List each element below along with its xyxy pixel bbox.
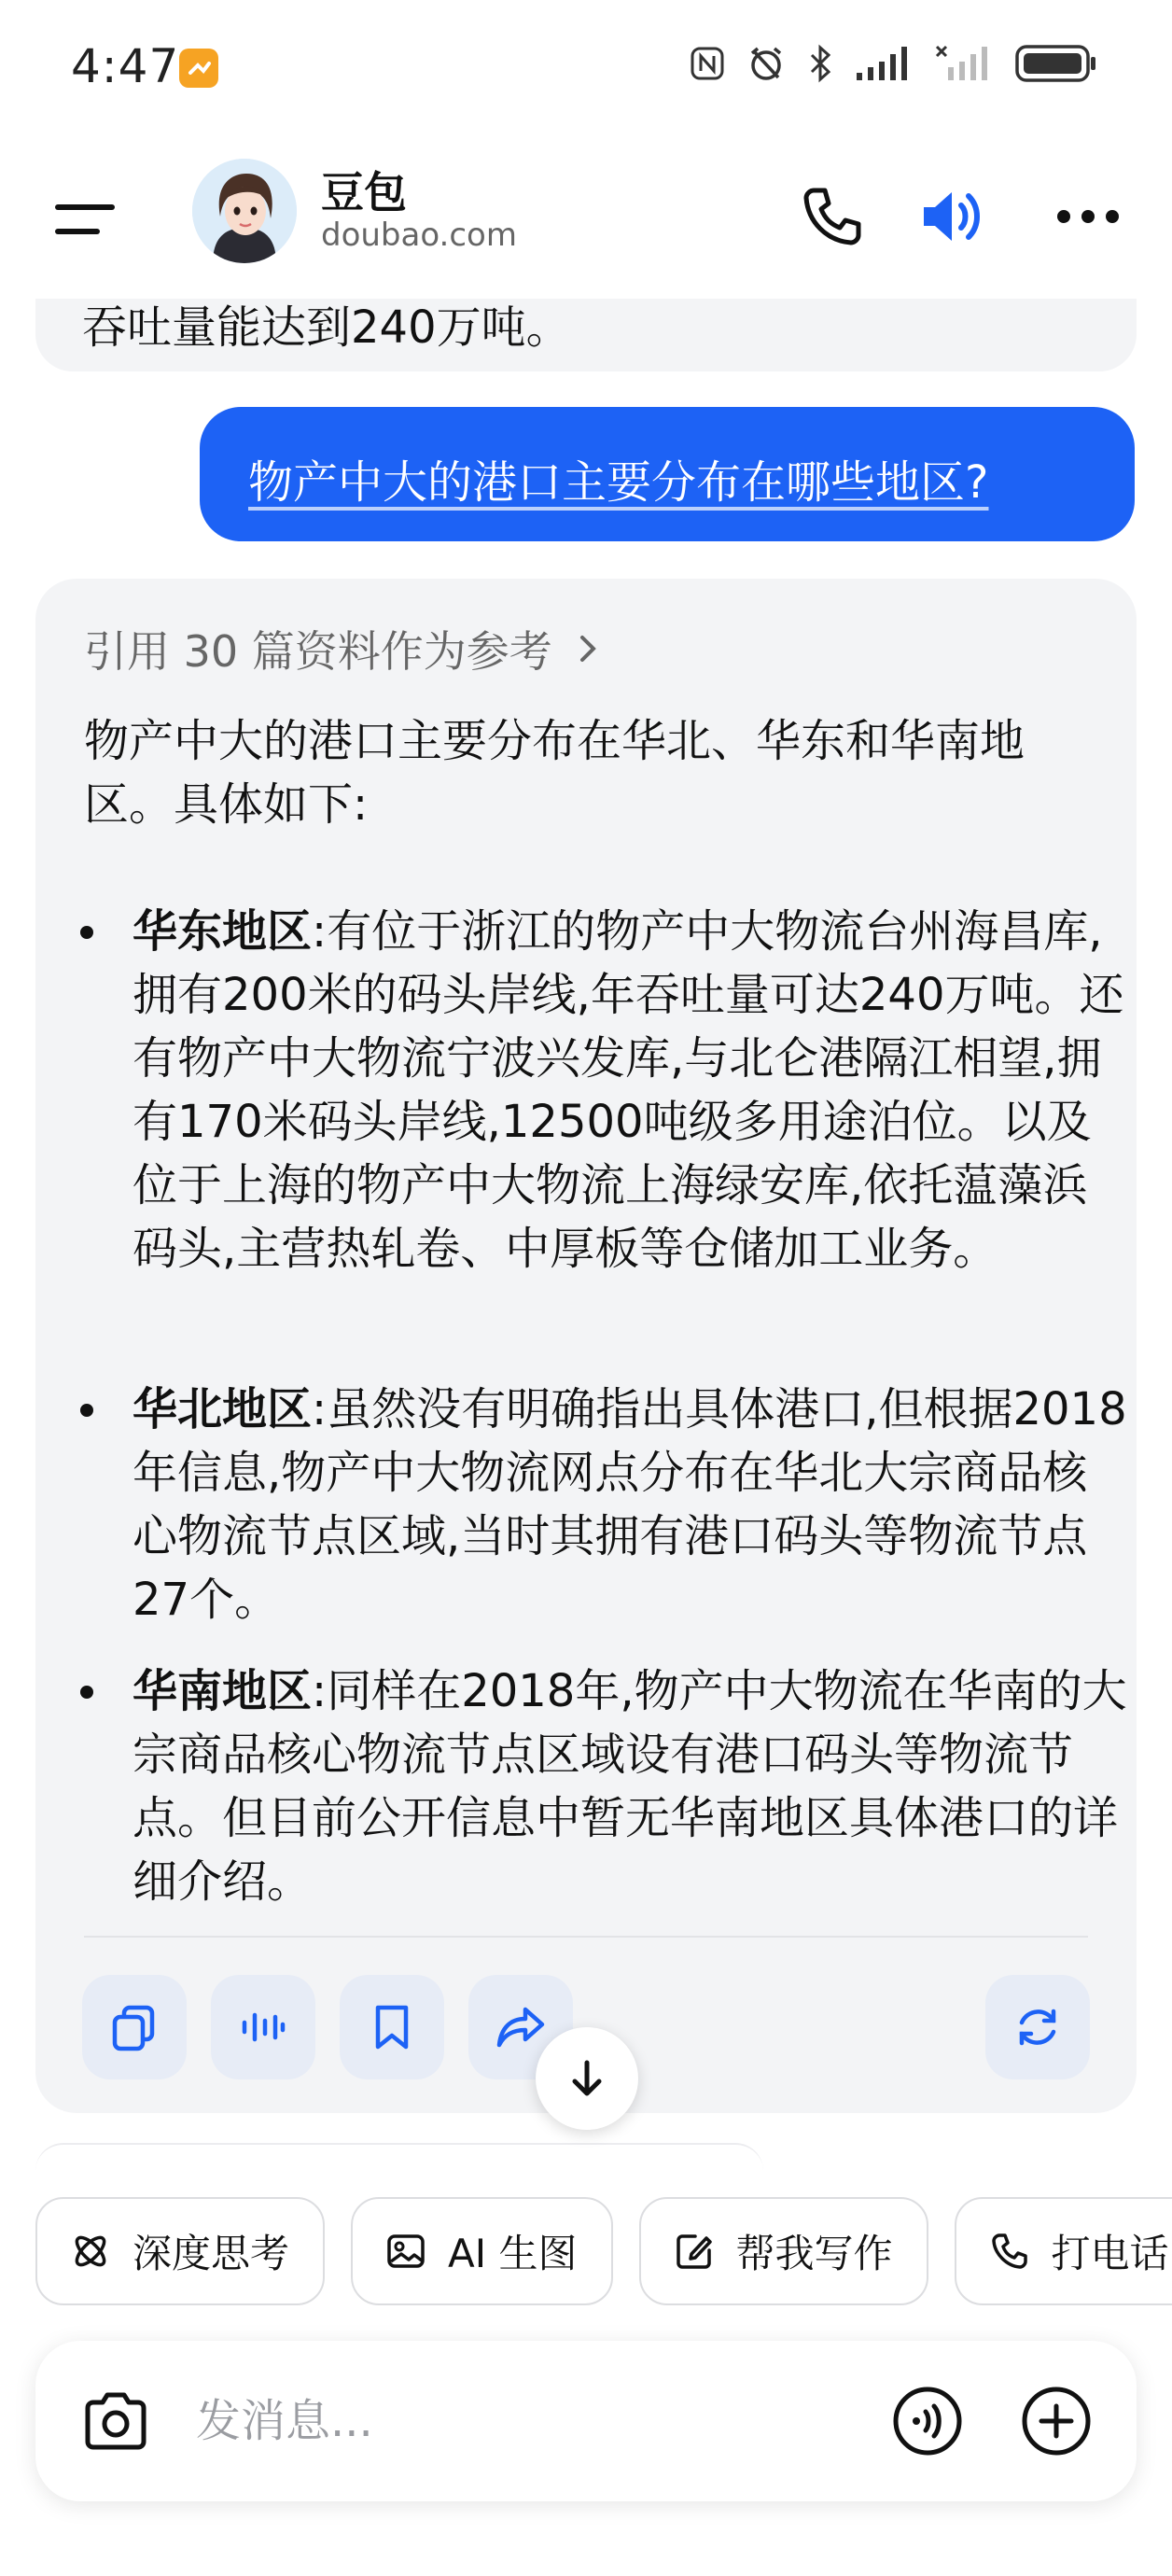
bullet-text: :有位于浙江的物产中大物流台州海昌库,拥有200米的码头岸线,年吞吐量可达240万吨。还有物产中大物流宁波兴发库,与北仑港隔江相望,拥有170米码头岸线,12500吨级多用途泊位。以及位于上海的物产中大物流上海绿安库,依托蕰藻浜码头,主营热轧卷、中厚板等仓储加工业务。 [133, 905, 1124, 1275]
phone-icon [988, 2230, 1031, 2273]
reference-link[interactable] [84, 618, 607, 679]
menu-button[interactable] [52, 192, 119, 245]
more-button[interactable] [1051, 179, 1125, 254]
chip-ai-image[interactable] [351, 2197, 612, 2305]
answer-bullet-east [133, 900, 1127, 1281]
message-input[interactable] [196, 2387, 663, 2455]
status-icons [689, 43, 1097, 84]
bot-answer-card [35, 579, 1137, 2113]
read-aloud-button[interactable] [211, 1975, 315, 2079]
bullet-text: :虽然没有明确指出具体港口,但根据2018年信息,物产中大物流网点分布在华北大宗商品核心物流节点区域,当时其拥有港口码头等物流节点27个。 [133, 1383, 1127, 1626]
plus-icon [1019, 2384, 1094, 2458]
audio-icon [236, 2000, 290, 2054]
doubao-avatar-icon [192, 159, 297, 263]
chip-deep-think[interactable] [35, 2197, 325, 2305]
edit-icon [673, 2230, 716, 2273]
answer-divider [84, 1936, 1088, 1938]
avatar[interactable] [192, 159, 297, 263]
voice-input-button[interactable] [890, 2384, 965, 2458]
bullet-dot [80, 926, 93, 939]
reference-text: 引用 30 篇资料作为参考 [84, 626, 552, 677]
camera-button[interactable] [78, 2384, 153, 2458]
suggestion-card-edge [35, 2143, 763, 2180]
alarm-icon [746, 44, 786, 83]
bullet-dot [80, 1686, 93, 1699]
bookmark-icon [365, 2000, 419, 2054]
chip-writing[interactable] [639, 2197, 928, 2305]
notification-app-icon [179, 49, 218, 88]
bullet-title: 华南地区 [133, 1665, 313, 1717]
bookmark-button[interactable] [340, 1975, 444, 2079]
voice-call-button[interactable] [795, 179, 870, 254]
bullet-title: 华东地区 [133, 905, 313, 958]
status-bar [0, 0, 1172, 140]
bot-domain: doubao.com [321, 217, 517, 254]
status-time: 4:47 [71, 39, 180, 93]
previous-message-text: 吞吐量能达到240万吨。 [82, 301, 571, 354]
chip-label: 打电话 [1051, 2231, 1169, 2276]
bot-name: 豆包 [321, 167, 407, 217]
more-icon [1051, 179, 1125, 254]
message-composer [35, 2341, 1137, 2501]
atom-icon [69, 2230, 112, 2273]
battery-icon [1015, 43, 1097, 84]
bullet-text: :同样在2018年,物产中大物流在华南的大宗商品核心物流节点区域设有港口码头等物流节点。但目前公开信息中暂无华南地区具体港口的详细介绍。 [133, 1665, 1127, 1908]
speaker-button[interactable] [914, 179, 989, 254]
signal-icon [855, 45, 914, 82]
nfc-icon [689, 45, 726, 82]
scroll-to-bottom-button[interactable] [536, 2027, 638, 2130]
bullet-dot [80, 1404, 93, 1417]
copy-button[interactable] [82, 1975, 187, 2079]
camera-icon [78, 2384, 153, 2458]
chip-label: 帮我写作 [735, 2231, 893, 2276]
answer-bullet-south [133, 1659, 1127, 1913]
chat-header [0, 140, 1172, 299]
chip-label: AI 生图 [448, 2231, 578, 2276]
copy-icon [107, 2000, 161, 2054]
regenerate-icon [1011, 2000, 1065, 2054]
arrow-down-icon [564, 2055, 610, 2102]
user-message-text: 物产中大的港口主要分布在哪些地区? [248, 456, 989, 509]
phone-icon [795, 179, 870, 254]
quick-action-chips [35, 2197, 1172, 2305]
user-message-bubble[interactable] [200, 407, 1135, 541]
add-button[interactable] [1019, 2384, 1094, 2458]
chip-phone-call[interactable] [955, 2197, 1172, 2305]
regenerate-button[interactable] [985, 1975, 1090, 2079]
chevron-right-icon [569, 630, 607, 667]
chip-label: 深度思考 [133, 2231, 290, 2276]
signal-2-icon [935, 45, 995, 82]
voice-wave-icon [890, 2384, 965, 2458]
image-icon [384, 2230, 427, 2273]
answer-intro: 物产中大的港口主要分布在华北、华东和华南地区。具体如下: [84, 715, 1026, 831]
bullet-title: 华北地区 [133, 1383, 313, 1435]
answer-bullet-north [133, 1378, 1127, 1631]
menu-icon [52, 192, 119, 245]
speaker-icon [914, 179, 989, 254]
bluetooth-icon [806, 44, 834, 83]
share-icon [494, 2000, 548, 2054]
